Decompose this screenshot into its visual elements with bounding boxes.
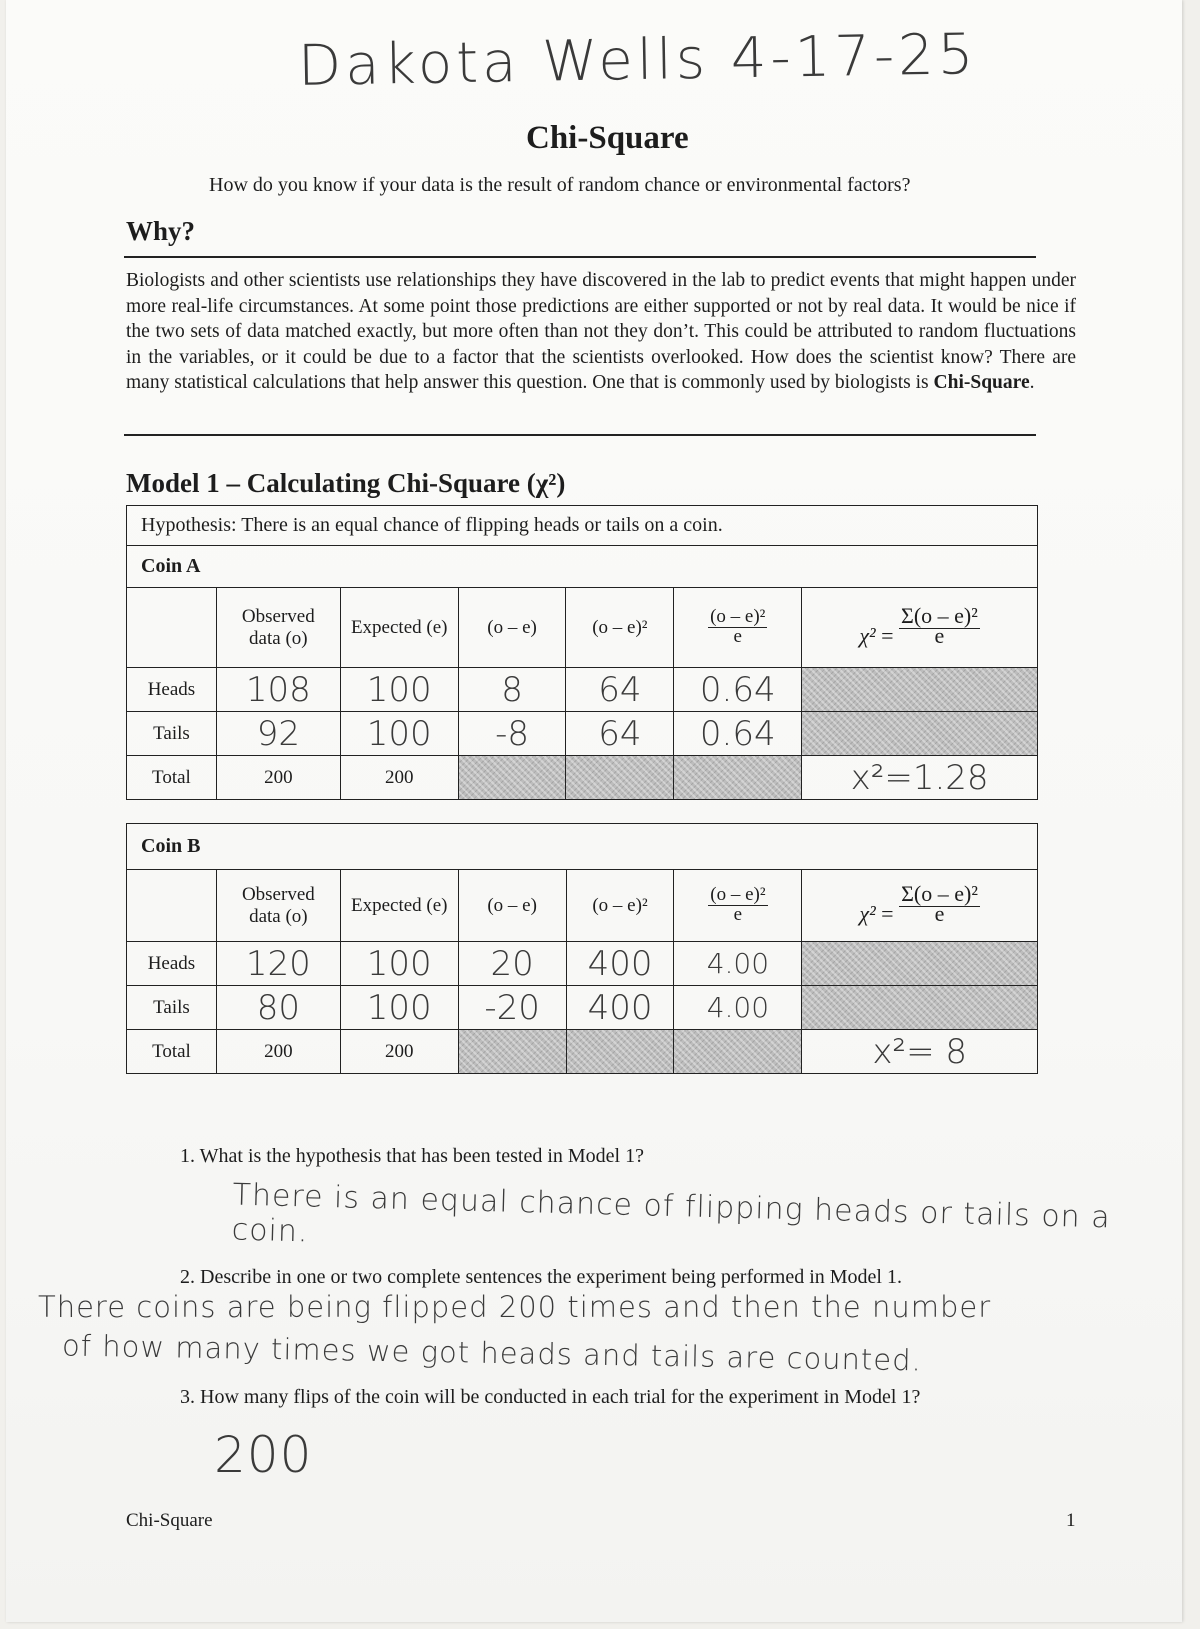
- divided-value: 4.00: [674, 942, 802, 986]
- header-observed: Observed data (o): [216, 870, 340, 942]
- why-text: Biologists and other scientists use relationships they have discovered in the lab to predict events that might happen under more real-life circumstances. At some point those predictions are either supported or not by real data. It would be nice if the two sets of data matched exactly, but more often than not they don’t. This could be attributed to random fluctuations in the variables, or it could be due to a factor that the scientists overlooked. How does the scientist know? There are many statistical calculations that help answer this question. One that is commonly used by biologists is: [126, 270, 1076, 393]
- diff-value: -8: [458, 712, 566, 756]
- shaded-cell: [458, 1030, 566, 1074]
- header-expected: Expected (e): [340, 870, 458, 942]
- observed-total: 200: [216, 756, 340, 800]
- header-chi-square-formula: $\chi^2 = \frac{\text{Σ(o – e)²}}{e}$: [802, 870, 1038, 942]
- table-row-heads: [127, 942, 1038, 986]
- answer-2-line-1: There coins are being flipped 200 times and then the number: [38, 1290, 992, 1324]
- shaded-cell: [802, 942, 1038, 986]
- shaded-cell: [674, 756, 802, 800]
- table-row-tails: [127, 986, 1038, 1030]
- hypothesis-text: Hypothesis: There is an equal chance of flipping heads or tails on a coin.: [127, 506, 1038, 546]
- header-squared-over-e: $\frac{\text{(o – e)²}}{e}$: [674, 870, 802, 942]
- header-blank: [127, 870, 217, 942]
- question-1: 1. What is the hypothesis that has been tested in Model 1?: [180, 1145, 644, 1167]
- shaded-cell: [566, 1030, 674, 1074]
- question-2: 2. Describe in one or two complete sentences the experiment being performed in Model 1.: [180, 1266, 902, 1288]
- row-label: Total: [127, 756, 217, 800]
- divided-value: 4.00: [674, 986, 802, 1030]
- divided-value: 0.64: [674, 712, 802, 756]
- squared-value: 400: [566, 986, 674, 1030]
- diff-value: -20: [458, 986, 566, 1030]
- header-chi-square-formula: $\chi^2 = \frac{\text{Σ(o – e)²}}{e}$: [802, 588, 1038, 668]
- observed-value: 80: [216, 986, 340, 1030]
- squared-value: 400: [566, 942, 674, 986]
- expected-value: 100: [340, 942, 458, 986]
- expected-value: 100: [340, 712, 458, 756]
- header-o-minus-e: (o – e): [458, 588, 566, 668]
- chi-square-result: x²=1.28: [802, 756, 1038, 800]
- worksheet-page: [6, 0, 1182, 1622]
- observed-value: 108: [216, 668, 340, 712]
- header-squared-over-e: $\frac{\text{(o – e)²}}{e}$: [674, 588, 802, 668]
- table-row-total: [127, 756, 1038, 800]
- observed-value: 120: [216, 942, 340, 986]
- why-paragraph: Biologists and other scientists use relationships they have discovered in the lab to predict events that might happen under more real-life circumstances. At some point those predictions are either supported or not by real data. It would be nice if the two sets of data matched exactly, but more often than not they don’t. This could be attributed to random fluctuations in the variables, or it could be due to a factor that the scientists overlooked. How does the scientist know? There are many statistical calculations that help answer this question. One that is commonly used by biologists is Chi-Square.: [126, 270, 1076, 393]
- answer-2-line-2: of how many times we got heads and tails are counted.: [61, 1328, 923, 1378]
- shaded-cell: [802, 668, 1038, 712]
- row-label: Total: [127, 1030, 217, 1074]
- coin-a-label: Coin A: [127, 546, 1038, 588]
- why-bold-term: Chi-Square: [933, 372, 1030, 393]
- shaded-cell: [802, 986, 1038, 1030]
- expected-total: 200: [340, 1030, 458, 1074]
- header-observed: Observed data (o): [216, 588, 340, 668]
- shaded-cell: [802, 712, 1038, 756]
- page-title: Chi-Square: [526, 120, 689, 156]
- row-label: Heads: [127, 668, 217, 712]
- expected-total: 200: [340, 756, 458, 800]
- coin-a-table: [126, 505, 1038, 800]
- header-expected: Expected (e): [340, 588, 458, 668]
- squared-value: 64: [566, 668, 674, 712]
- row-label: Heads: [127, 942, 217, 986]
- question-3: 3. How many flips of the coin will be conducted in each trial for the experiment in Model 1?: [180, 1386, 921, 1408]
- expected-value: 100: [340, 668, 458, 712]
- table-row-total: [127, 1030, 1038, 1074]
- divided-value: 0.64: [674, 668, 802, 712]
- shaded-cell: [458, 756, 566, 800]
- answer-1-handwritten: There is an equal chance of flipping heads or tails on a coin.: [231, 1177, 1112, 1250]
- footer-title: Chi-Square: [126, 1510, 213, 1531]
- header-blank: [127, 588, 217, 668]
- diff-value: 20: [458, 942, 566, 986]
- coin-b-table: [126, 823, 1038, 1074]
- table-row-heads: [127, 668, 1038, 712]
- model-heading: Model 1 – Calculating Chi-Square (χ²): [126, 468, 566, 498]
- shaded-cell: [674, 1030, 802, 1074]
- answer-3-handwritten: 200: [214, 1426, 313, 1484]
- student-name-handwritten: Dakota Wells 4-17-25: [297, 22, 978, 99]
- header-o-minus-e-squared: (o – e)²: [566, 870, 674, 942]
- header-o-minus-e-squared: (o – e)²: [566, 588, 674, 668]
- observed-value: 92: [216, 712, 340, 756]
- shaded-cell: [566, 756, 674, 800]
- header-o-minus-e: (o – e): [458, 870, 566, 942]
- table-row-tails: [127, 712, 1038, 756]
- page-subtitle: How do you know if your data is the result of random chance or environmental factors?: [209, 174, 911, 196]
- expected-value: 100: [340, 986, 458, 1030]
- observed-total: 200: [216, 1030, 340, 1074]
- row-label: Tails: [127, 986, 217, 1030]
- coin-b-label: Coin B: [127, 824, 1038, 870]
- section-rule: [124, 434, 1036, 436]
- why-heading: Why?: [126, 216, 196, 246]
- squared-value: 64: [566, 712, 674, 756]
- row-label: Tails: [127, 712, 217, 756]
- page-number: 1: [1066, 1510, 1076, 1531]
- chi-square-result: x²= 8: [802, 1030, 1038, 1074]
- section-rule: [124, 256, 1036, 258]
- diff-value: 8: [458, 668, 566, 712]
